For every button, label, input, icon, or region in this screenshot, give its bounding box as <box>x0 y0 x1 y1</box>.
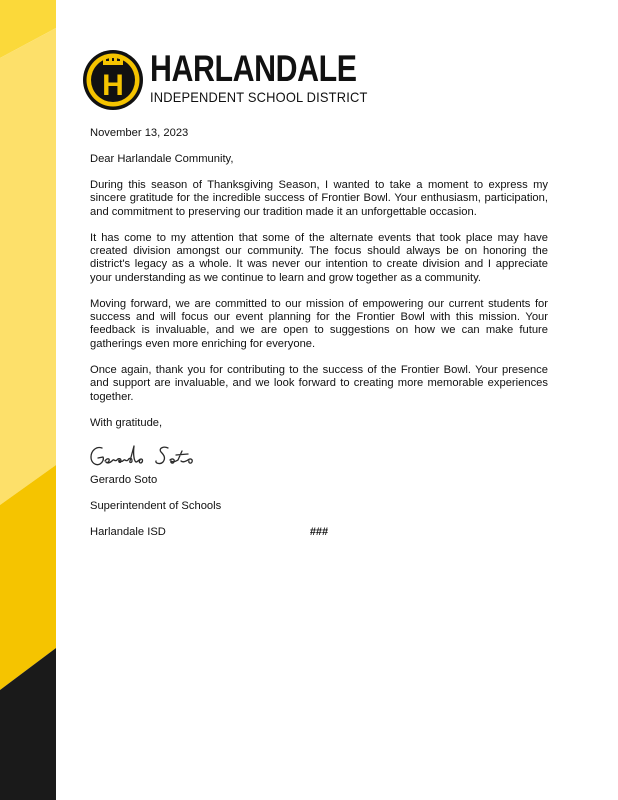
handwritten-signature <box>88 442 220 472</box>
district-name: HARLANDALE <box>150 48 357 89</box>
paragraph-2: It has come to my attention that some of the alternate events that took place may have created division amongst our community. The focus should always be on honoring the district's legacy as a whole. It was never our intention to create division and I appreciate your understanding as we continue to learn and grow together as a community. <box>90 231 548 284</box>
letterhead <box>82 49 382 113</box>
closing: With gratitude, <box>90 416 163 429</box>
end-mark: ### <box>309 526 329 538</box>
paragraph-1: During this season of Thanksgiving Season, I wanted to take a moment to express my sincere gratitude for the incredible success of Frontier Bowl. Your enthusiasm, participation, and commitment to preserving our tradition made it an unforgettable occasion. <box>90 178 548 218</box>
signer-title: Superintendent of Schools <box>90 500 222 513</box>
decorative-side-stripe <box>0 0 56 800</box>
paragraph-3: Moving forward, we are committed to our mission of empowering our current students for success and will focus our event planning for the Frontier Bowl with this mission. Your feedback is invaluable, and we are open to suggestions on how we can make future gatherings even more enriching for everyone. <box>90 297 548 350</box>
signer-name: Gerardo Soto <box>90 474 158 487</box>
signer-org: Harlandale ISD <box>90 526 166 539</box>
letter-body <box>90 127 548 552</box>
logo-letter: H <box>102 69 124 102</box>
paragraph-4: Once again, thank you for contributing to the success of the Frontier Bowl. Your presence and support are invaluable, and we look forward to creating more memorable experiences together. <box>90 363 548 403</box>
district-subtitle: INDEPENDENT SCHOOL DISTRICT <box>150 89 368 105</box>
district-logo <box>82 49 144 111</box>
salutation: Dear Harlandale Community, <box>90 152 234 165</box>
letter-date: November 13, 2023 <box>90 127 189 139</box>
